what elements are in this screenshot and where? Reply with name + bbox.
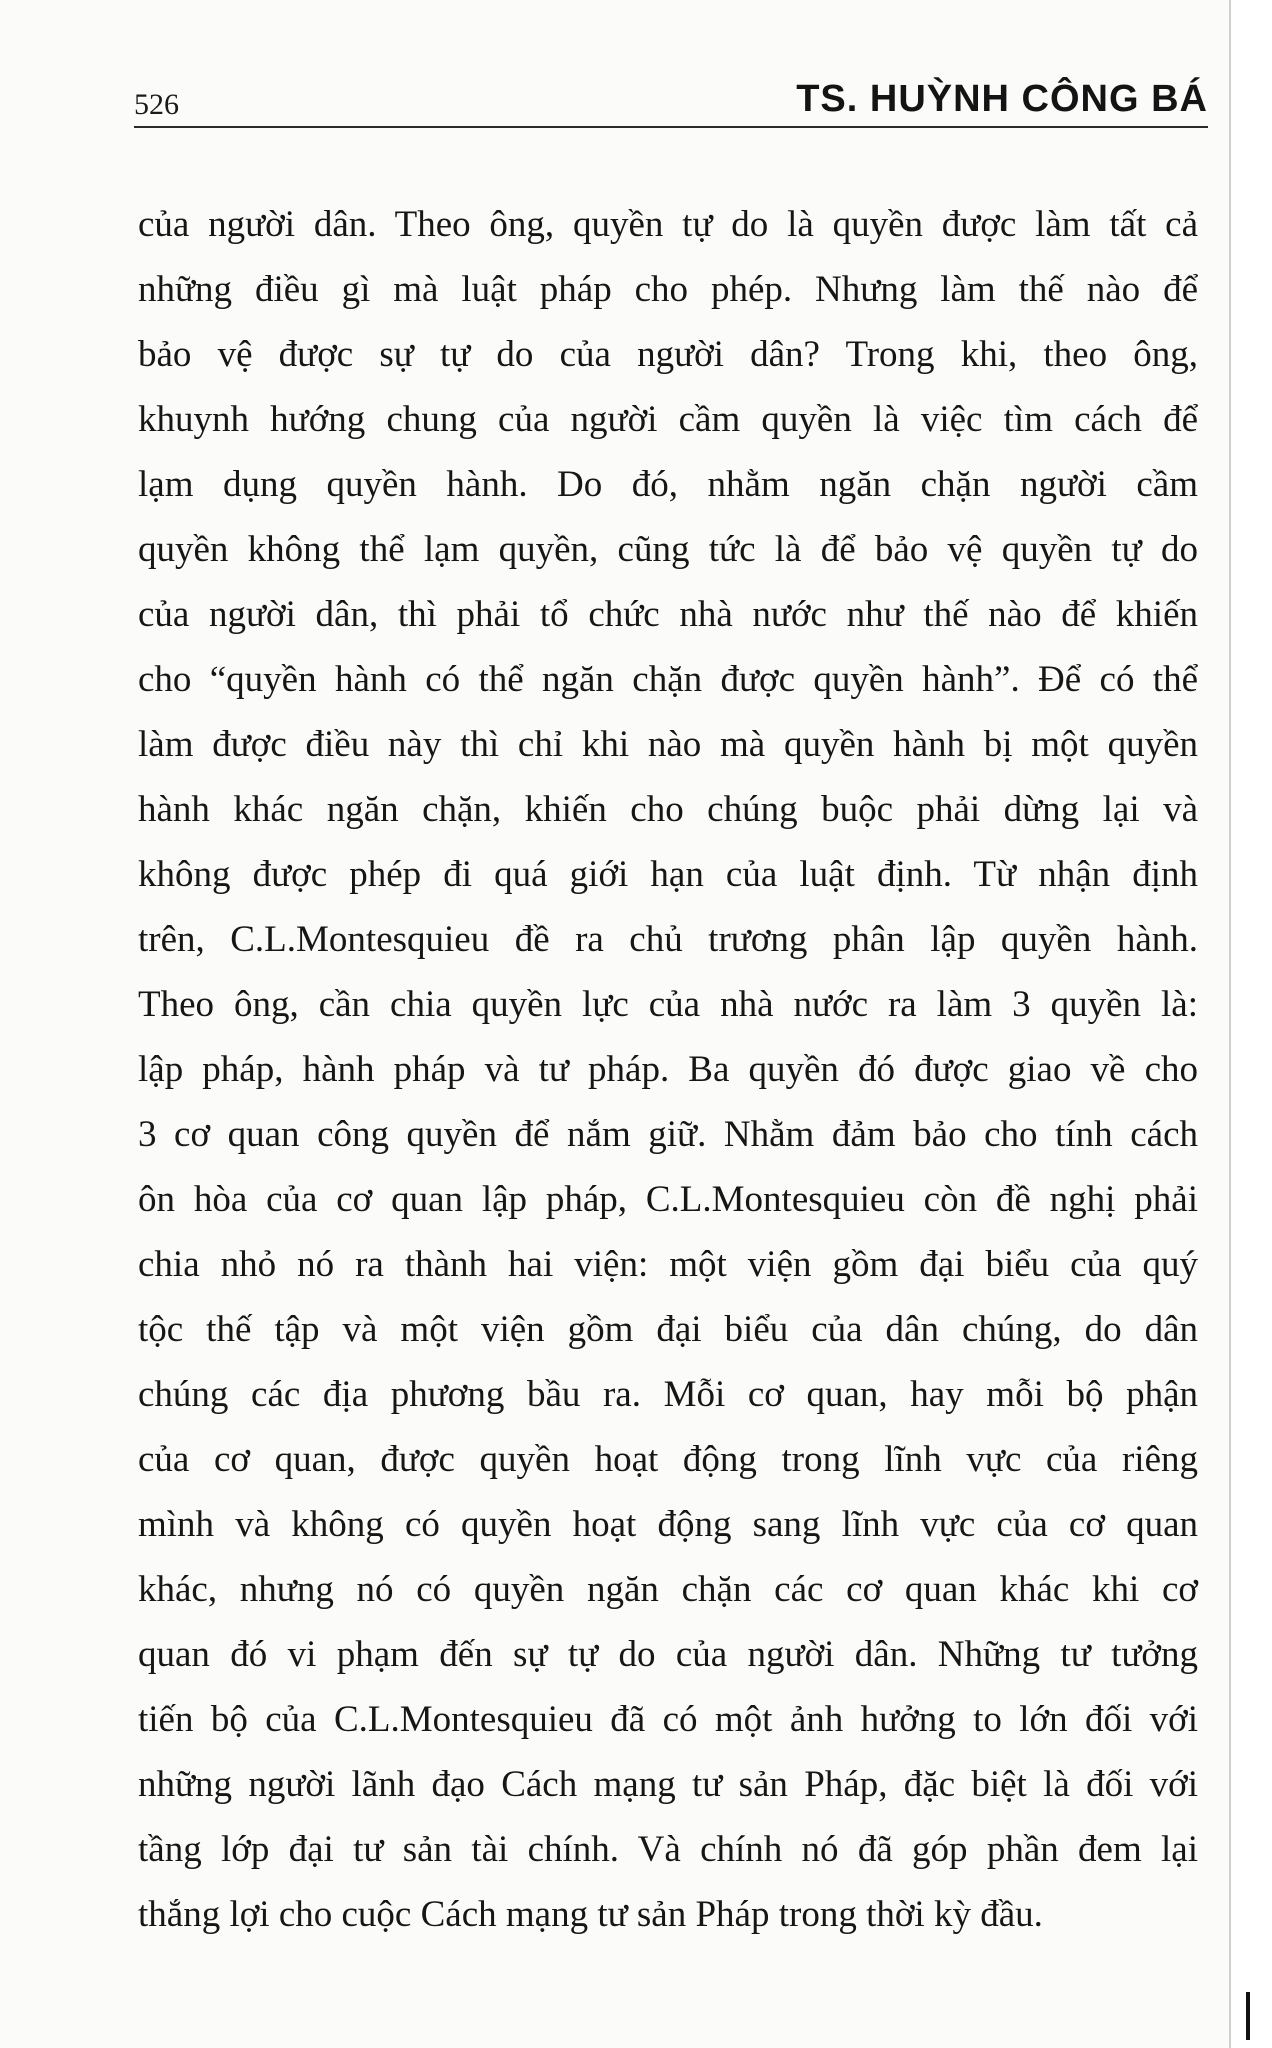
text-line: mình và không có quyền hoạt động sang lĩnh vực của cơ quan	[138, 1504, 1198, 1545]
text-line: quan đó vi phạm đến sự tự do của người dân. Những tư tưởng	[138, 1634, 1198, 1675]
page-header	[134, 70, 1208, 130]
text-line: ôn hòa của cơ quan lập pháp, C.L.Montesquieu còn đề nghị phải	[138, 1179, 1198, 1220]
page-edge-shadow	[1229, 0, 1231, 2048]
text-line: khuynh hướng chung của người cầm quyền là việc tìm cách để	[138, 399, 1198, 440]
text-line: tầng lớp đại tư sản tài chính. Và chính nó đã góp phần đem lại	[138, 1829, 1198, 1870]
text-line: khác, nhưng nó có quyền ngăn chặn các cơ quan khác khi cơ	[138, 1569, 1198, 1610]
text-line: quyền không thể lạm quyền, cũng tức là để bảo vệ quyền tự do	[138, 529, 1198, 570]
text-line: cho “quyền hành có thể ngăn chặn được quyền hành”. Để có thể	[138, 659, 1198, 700]
page-edge-margin	[1230, 0, 1272, 2048]
text-line: tộc thế tập và một viện gồm đại biểu của dân chúng, do dân	[138, 1309, 1198, 1350]
text-line: không được phép đi quá giới hạn của luật định. Từ nhận định	[138, 854, 1198, 895]
text-line: bảo vệ được sự tự do của người dân? Trong khi, theo ông,	[138, 334, 1198, 375]
text-line: của cơ quan, được quyền hoạt động trong lĩnh vực của riêng	[138, 1439, 1198, 1480]
text-line: chia nhỏ nó ra thành hai viện: một viện gồm đại biểu của quý	[138, 1244, 1198, 1285]
text-line: làm được điều này thì chỉ khi nào mà quyền hành bị một quyền	[138, 724, 1198, 765]
text-line: Theo ông, cần chia quyền lực của nhà nước ra làm 3 quyền là:	[138, 984, 1198, 1025]
text-line: trên, C.L.Montesquieu đề ra chủ trương phân lập quyền hành.	[138, 919, 1198, 960]
page-corner-mark	[1246, 1992, 1250, 2040]
text-line: hành khác ngăn chặn, khiến cho chúng buộc phải dừng lại và	[138, 789, 1198, 830]
text-line: những người lãnh đạo Cách mạng tư sản Pháp, đặc biệt là đối với	[138, 1764, 1198, 1805]
header-rule	[134, 126, 1208, 128]
body-paragraph	[138, 192, 1198, 1947]
text-line: tiến bộ của C.L.Montesquieu đã có một ảnh hưởng to lớn đối với	[138, 1699, 1198, 1740]
text-line-last: thắng lợi cho cuộc Cách mạng tư sản Pháp trong thời kỳ đầu.	[138, 1894, 1043, 1935]
text-line: của người dân. Theo ông, quyền tự do là quyền được làm tất cả	[138, 204, 1198, 245]
text-line: 3 cơ quan công quyền để nắm giữ. Nhằm đảm bảo cho tính cách	[138, 1114, 1198, 1155]
text-line: những điều gì mà luật pháp cho phép. Nhưng làm thế nào để	[138, 269, 1198, 310]
text-line: của người dân, thì phải tổ chức nhà nước như thế nào để khiến	[138, 594, 1198, 635]
text-line: lạm dụng quyền hành. Do đó, nhằm ngăn chặn người cầm	[138, 464, 1198, 505]
text-line: chúng các địa phương bầu ra. Mỗi cơ quan, hay mỗi bộ phận	[138, 1374, 1198, 1415]
page-number: 526	[134, 88, 179, 121]
running-head-author: TS. HUỲNH CÔNG BÁ	[796, 78, 1208, 120]
text-line: lập pháp, hành pháp và tư pháp. Ba quyền đó được giao về cho	[138, 1049, 1198, 1090]
